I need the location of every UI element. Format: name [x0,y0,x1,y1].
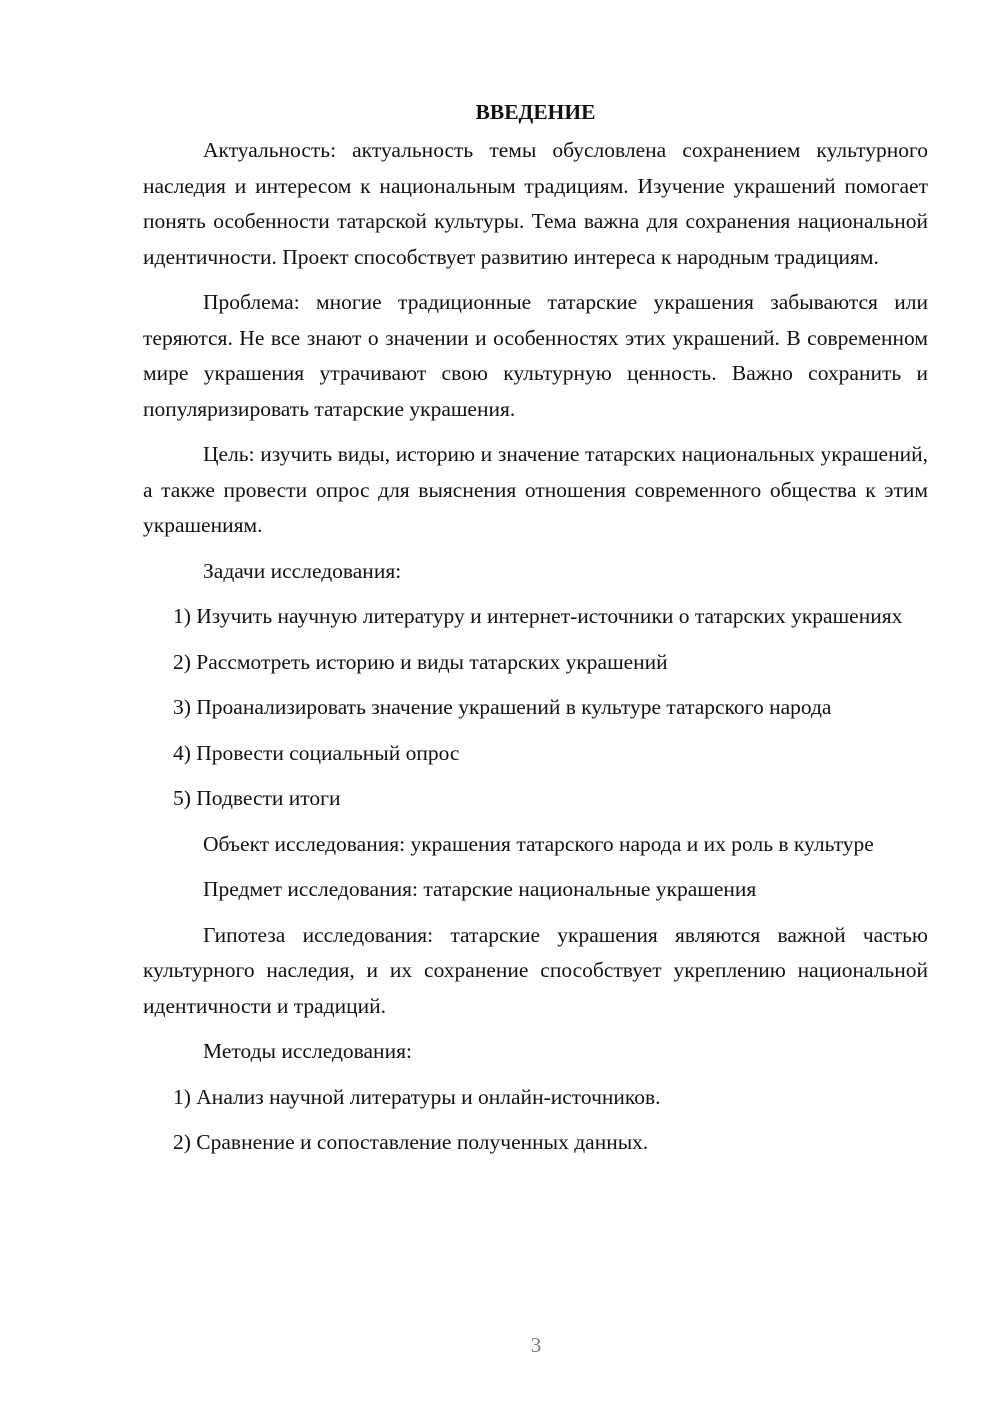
task-item: 4) Провести социальный опрос [173,740,460,765]
task-item: 5) Подвести итоги [173,786,341,810]
page-number: 3 [530,1333,542,1357]
paragraph-goal: Цель: изучить виды, историю и значение татарских национальных украшений, а также провести опрос для выяснения отношения современного общества к этим украшениям. [143,442,928,537]
paragraph-relevance: Актуальность: актуальность темы обусловлена сохранением культурного наследия и интересом к национальным традициям. Изучение украшений помогает понять особенности татарской культуры. Тема важна для сохранения национальной идентичности. Проект способствует развитию интереса к народным традициям. [143,138,928,269]
tasks-heading: Задачи исследования: [203,558,402,583]
task-item: 1) Изучить научную литературу и интернет-источники о татарских украшениях [173,604,903,628]
task-item: 2) Рассмотреть историю и виды татарских украшений [173,649,668,674]
document-body [143,96,928,1171]
paragraph-object: Объект исследования: украшения татарского народа и их роль в культуре [203,831,874,856]
method-item: 2) Сравнение и сопоставление полученных данных. [173,1130,649,1154]
method-item: 1) Анализ научной литературы и онлайн-источников. [173,1084,661,1109]
paragraph-subject: Предмет исследования: татарские национальные украшения [203,877,757,901]
paragraph-problem: Проблема: многие традиционные татарские украшения забываются или теряются. Не все знают о значении и особенностях этих украшений. В современном мире украшения утрачивают свою культурную ценность. Важно сохранить и популяризировать татарские украшения. [143,290,928,421]
task-item: 3) Проанализировать значение украшений в культуре татарского народа [173,695,832,719]
methods-heading: Методы исследования: [203,1039,412,1063]
paragraph-hypothesis: Гипотеза исследования: татарские украшения являются важной частью культурного наследия, и их сохранение способствует укреплению национальной идентичности и традиций. [143,922,928,1018]
section-title: ВВЕДЕНИЕ [475,100,596,124]
